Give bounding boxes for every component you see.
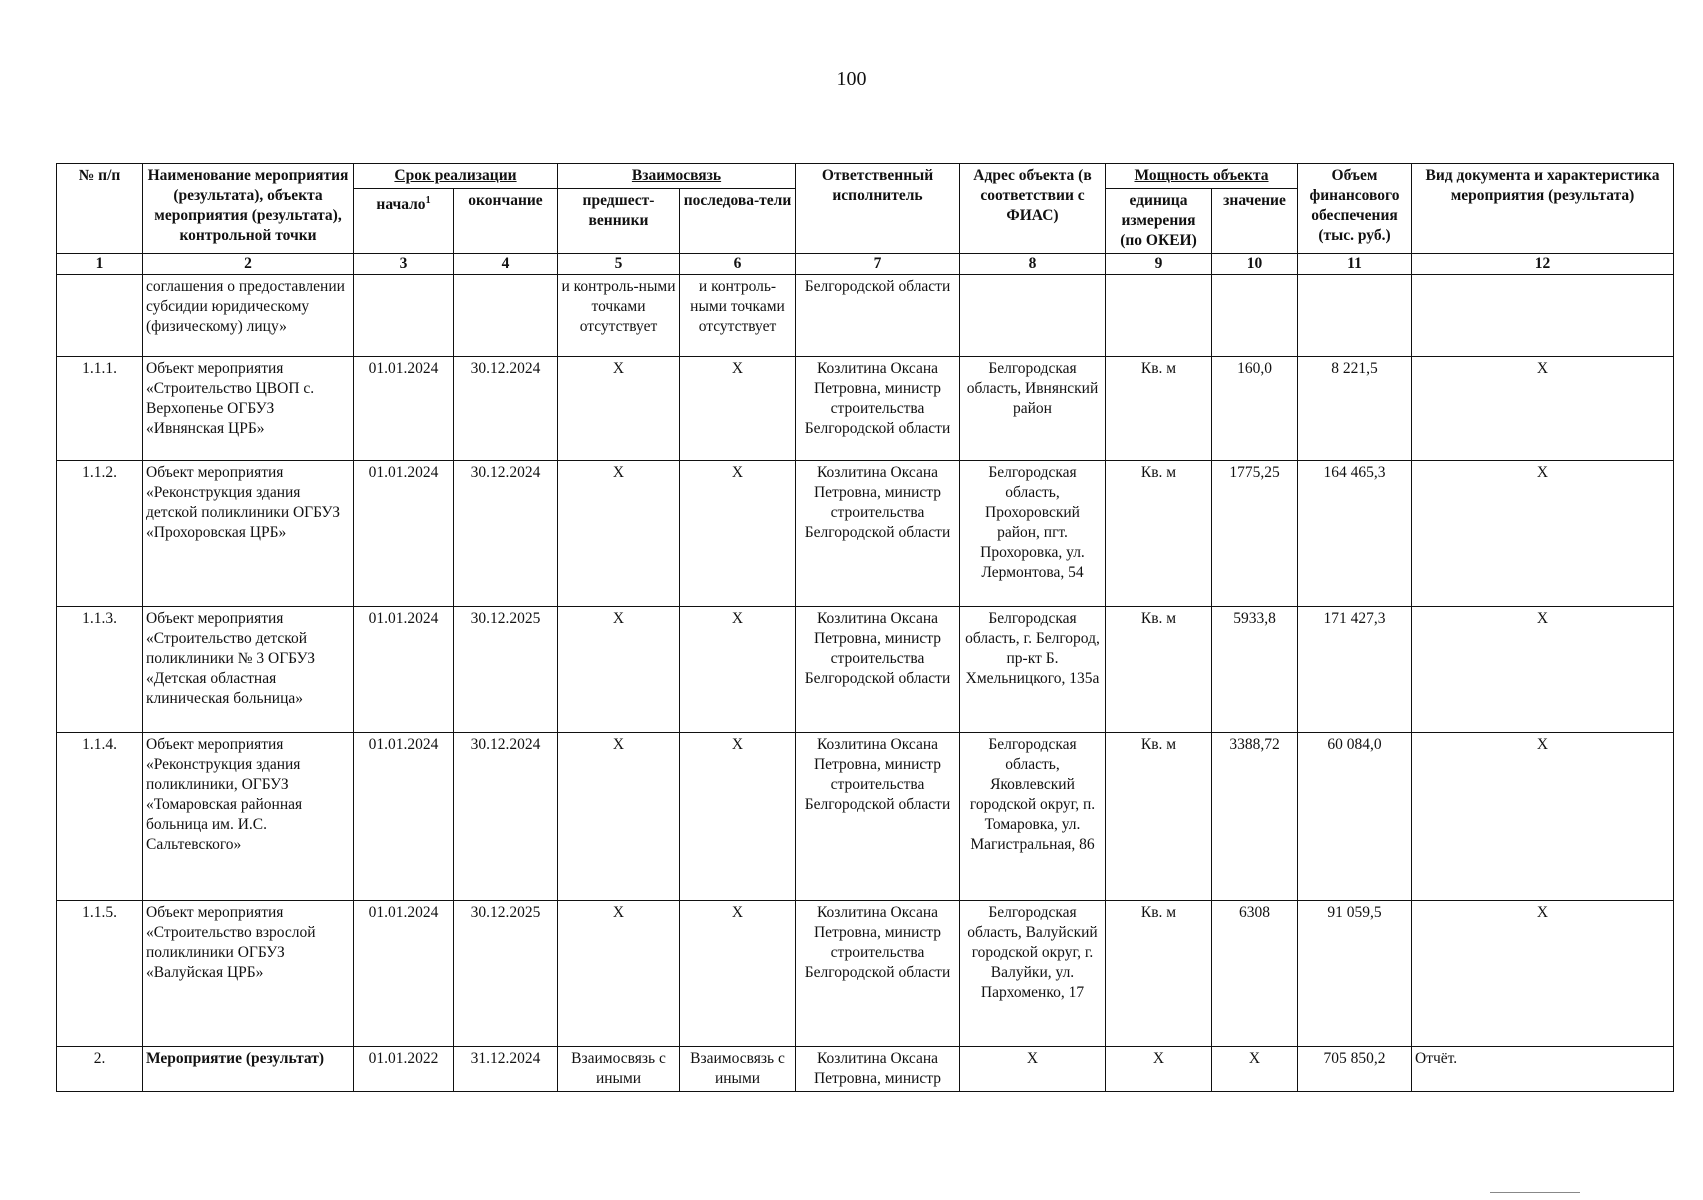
- cell-num: 1.1.2.: [57, 461, 143, 607]
- cell-unit: Кв. м: [1106, 607, 1212, 733]
- header-predecessors: предшест-венники: [558, 189, 680, 254]
- cell-predecessors: Х: [558, 901, 680, 1047]
- cell-address: Х: [960, 1047, 1106, 1092]
- cell-value: 160,0: [1212, 357, 1298, 461]
- cell-responsible: Козлитина Оксана Петровна, министр строительства Белгородской области: [796, 607, 960, 733]
- cell-doc: Х: [1412, 901, 1674, 1047]
- cell-successors: Х: [680, 461, 796, 607]
- cell-predecessors: Х: [558, 733, 680, 901]
- cell-funding: 60 084,0: [1298, 733, 1412, 901]
- column-number: 7: [796, 254, 960, 275]
- column-number: 3: [354, 254, 454, 275]
- header-period: Срок реализации: [354, 164, 558, 189]
- header-row-1: [57, 164, 1674, 189]
- cell-unit: Кв. м: [1106, 461, 1212, 607]
- cell-end: [454, 275, 558, 357]
- cell-start: 01.01.2024: [354, 901, 454, 1047]
- header-value: значение: [1212, 189, 1298, 254]
- cell-responsible: Козлитина Оксана Петровна, министр строительства Белгородской области: [796, 461, 960, 607]
- cell-successors: Х: [680, 733, 796, 901]
- header-unit: единица измерения (по ОКЕИ): [1106, 189, 1212, 254]
- cell-funding: 164 465,3: [1298, 461, 1412, 607]
- header-num: № п/п: [57, 164, 143, 254]
- cell-end: 30.12.2025: [454, 901, 558, 1047]
- cell-address: Белгородская область, г. Белгород, пр-кт Б. Хмельницкого, 135а: [960, 607, 1106, 733]
- column-number: 10: [1212, 254, 1298, 275]
- cell-unit: Кв. м: [1106, 357, 1212, 461]
- cell-name: Объект мероприятия «Строительство детской поликлиники № 3 ОГБУЗ «Детская областная клиническая больница»: [143, 607, 354, 733]
- cell-funding: 705 850,2: [1298, 1047, 1412, 1092]
- column-number: 2: [143, 254, 354, 275]
- cell-doc: Х: [1412, 357, 1674, 461]
- header-link: Взаимосвязь: [558, 164, 796, 189]
- column-number: 8: [960, 254, 1106, 275]
- header-successors: последова-тели: [680, 189, 796, 254]
- cell-name: Объект мероприятия «Реконструкция здания поликлиники, ОГБУЗ «Томаровская районная больница им. И.С. Сальтевского»: [143, 733, 354, 901]
- table-row-1-1-5: [57, 901, 1674, 1047]
- column-numbers-row: [57, 254, 1674, 275]
- cell-name: Объект мероприятия «Строительство ЦВОП с. Верхопенье ОГБУЗ «Ивнянская ЦРБ»: [143, 357, 354, 461]
- cell-doc: [1412, 275, 1674, 357]
- cell-name: Объект мероприятия «Строительство взрослой поликлиники ОГБУЗ «Валуйская ЦРБ»: [143, 901, 354, 1047]
- cell-predecessors: Х: [558, 607, 680, 733]
- cell-doc: Отчёт.: [1412, 1047, 1674, 1092]
- cell-num: 1.1.1.: [57, 357, 143, 461]
- cell-predecessors: Х: [558, 461, 680, 607]
- cell-value: 5933,8: [1212, 607, 1298, 733]
- cell-predecessors: и контроль-ными точками отсутствует: [558, 275, 680, 357]
- cell-num: [57, 275, 143, 357]
- cell-address: Белгородская область, Валуйский городской округ, г. Валуйки, ул. Пархоменко, 17: [960, 901, 1106, 1047]
- cell-doc: Х: [1412, 461, 1674, 607]
- cell-value: Х: [1212, 1047, 1298, 1092]
- cell-unit: Кв. м: [1106, 901, 1212, 1047]
- column-number: 1: [57, 254, 143, 275]
- cell-responsible: Козлитина Оксана Петровна, министр строительства Белгородской области: [796, 357, 960, 461]
- cell-funding: 8 221,5: [1298, 357, 1412, 461]
- column-number: 11: [1298, 254, 1412, 275]
- cell-value: 3388,72: [1212, 733, 1298, 901]
- cell-unit: Х: [1106, 1047, 1212, 1092]
- scan-artifact-line: [1490, 1192, 1580, 1193]
- cell-value: 1775,25: [1212, 461, 1298, 607]
- column-number: 6: [680, 254, 796, 275]
- cell-start: [354, 275, 454, 357]
- header-funding: Объем финансового обеспечения (тыс. руб.): [1298, 164, 1412, 254]
- header-capacity: Мощность объекта: [1106, 164, 1298, 189]
- cell-name: Объект мероприятия «Реконструкция здания детской поликлиники ОГБУЗ «Прохоровская ЦРБ»: [143, 461, 354, 607]
- column-number: 9: [1106, 254, 1212, 275]
- cell-responsible: Козлитина Оксана Петровна, министр: [796, 1047, 960, 1092]
- cell-successors: Взаимосвязь с иными: [680, 1047, 796, 1092]
- header-responsible: Ответственный исполнитель: [796, 164, 960, 254]
- cell-responsible: Белгородской области: [796, 275, 960, 357]
- cell-successors: и контроль-ными точками отсутствует: [680, 275, 796, 357]
- cell-num: 1.1.4.: [57, 733, 143, 901]
- table-row-continuation: [57, 275, 1674, 357]
- cell-name: Мероприятие (результат): [143, 1047, 354, 1092]
- table-row-2: [57, 1047, 1674, 1092]
- cell-start: 01.01.2024: [354, 357, 454, 461]
- cell-successors: Х: [680, 357, 796, 461]
- cell-value: [1212, 275, 1298, 357]
- cell-start: 01.01.2024: [354, 461, 454, 607]
- cell-end: 30.12.2024: [454, 733, 558, 901]
- cell-end: 30.12.2024: [454, 357, 558, 461]
- cell-predecessors: Х: [558, 357, 680, 461]
- table-row-1-1-2: [57, 461, 1674, 607]
- table-row-1-1-3: [57, 607, 1674, 733]
- cell-start: 01.01.2024: [354, 607, 454, 733]
- cell-predecessors: Взаимосвязь с иными: [558, 1047, 680, 1092]
- cell-num: 1.1.5.: [57, 901, 143, 1047]
- table-row-1-1-1: [57, 357, 1674, 461]
- page-number: 100: [836, 68, 867, 90]
- implementation-plan-table: [56, 163, 1674, 1092]
- cell-end: 31.12.2024: [454, 1047, 558, 1092]
- table-row-1-1-4: [57, 733, 1674, 901]
- cell-responsible: Козлитина Оксана Петровна, министр строительства Белгородской области: [796, 901, 960, 1047]
- cell-name: соглашения о предоставлении субсидии юридическому (физическому) лицу»: [143, 275, 354, 357]
- cell-address: Белгородская область, Яковлевский городской округ, п. Томаровка, ул. Магистральная, 86: [960, 733, 1106, 901]
- cell-unit: [1106, 275, 1212, 357]
- cell-funding: 171 427,3: [1298, 607, 1412, 733]
- cell-value: 6308: [1212, 901, 1298, 1047]
- header-end: окончание: [454, 189, 558, 254]
- header-doc-type: Вид документа и характеристика мероприятия (результата): [1412, 164, 1674, 254]
- cell-end: 30.12.2025: [454, 607, 558, 733]
- cell-funding: 91 059,5: [1298, 901, 1412, 1047]
- cell-doc: Х: [1412, 733, 1674, 901]
- column-number: 5: [558, 254, 680, 275]
- cell-start: 01.01.2024: [354, 733, 454, 901]
- header-name: Наименование мероприятия (результата), объекта мероприятия (результата), контрольной точки: [143, 164, 354, 254]
- cell-address: [960, 275, 1106, 357]
- cell-successors: Х: [680, 607, 796, 733]
- header-start: начало$^1$: [354, 189, 454, 254]
- cell-start: 01.01.2022: [354, 1047, 454, 1092]
- cell-num: 1.1.3.: [57, 607, 143, 733]
- column-number: 12: [1412, 254, 1674, 275]
- cell-responsible: Козлитина Оксана Петровна, министр строительства Белгородской области: [796, 733, 960, 901]
- cell-doc: Х: [1412, 607, 1674, 733]
- cell-end: 30.12.2024: [454, 461, 558, 607]
- cell-successors: Х: [680, 901, 796, 1047]
- cell-unit: Кв. м: [1106, 733, 1212, 901]
- cell-address: Белгородская область, Ивнянский район: [960, 357, 1106, 461]
- cell-address: Белгородская область, Прохоровский район, пгт. Прохоровка, ул. Лермонтова, 54: [960, 461, 1106, 607]
- column-number: 4: [454, 254, 558, 275]
- cell-num: 2.: [57, 1047, 143, 1092]
- cell-funding: [1298, 275, 1412, 357]
- header-address: Адрес объекта (в соответствии с ФИАС): [960, 164, 1106, 254]
